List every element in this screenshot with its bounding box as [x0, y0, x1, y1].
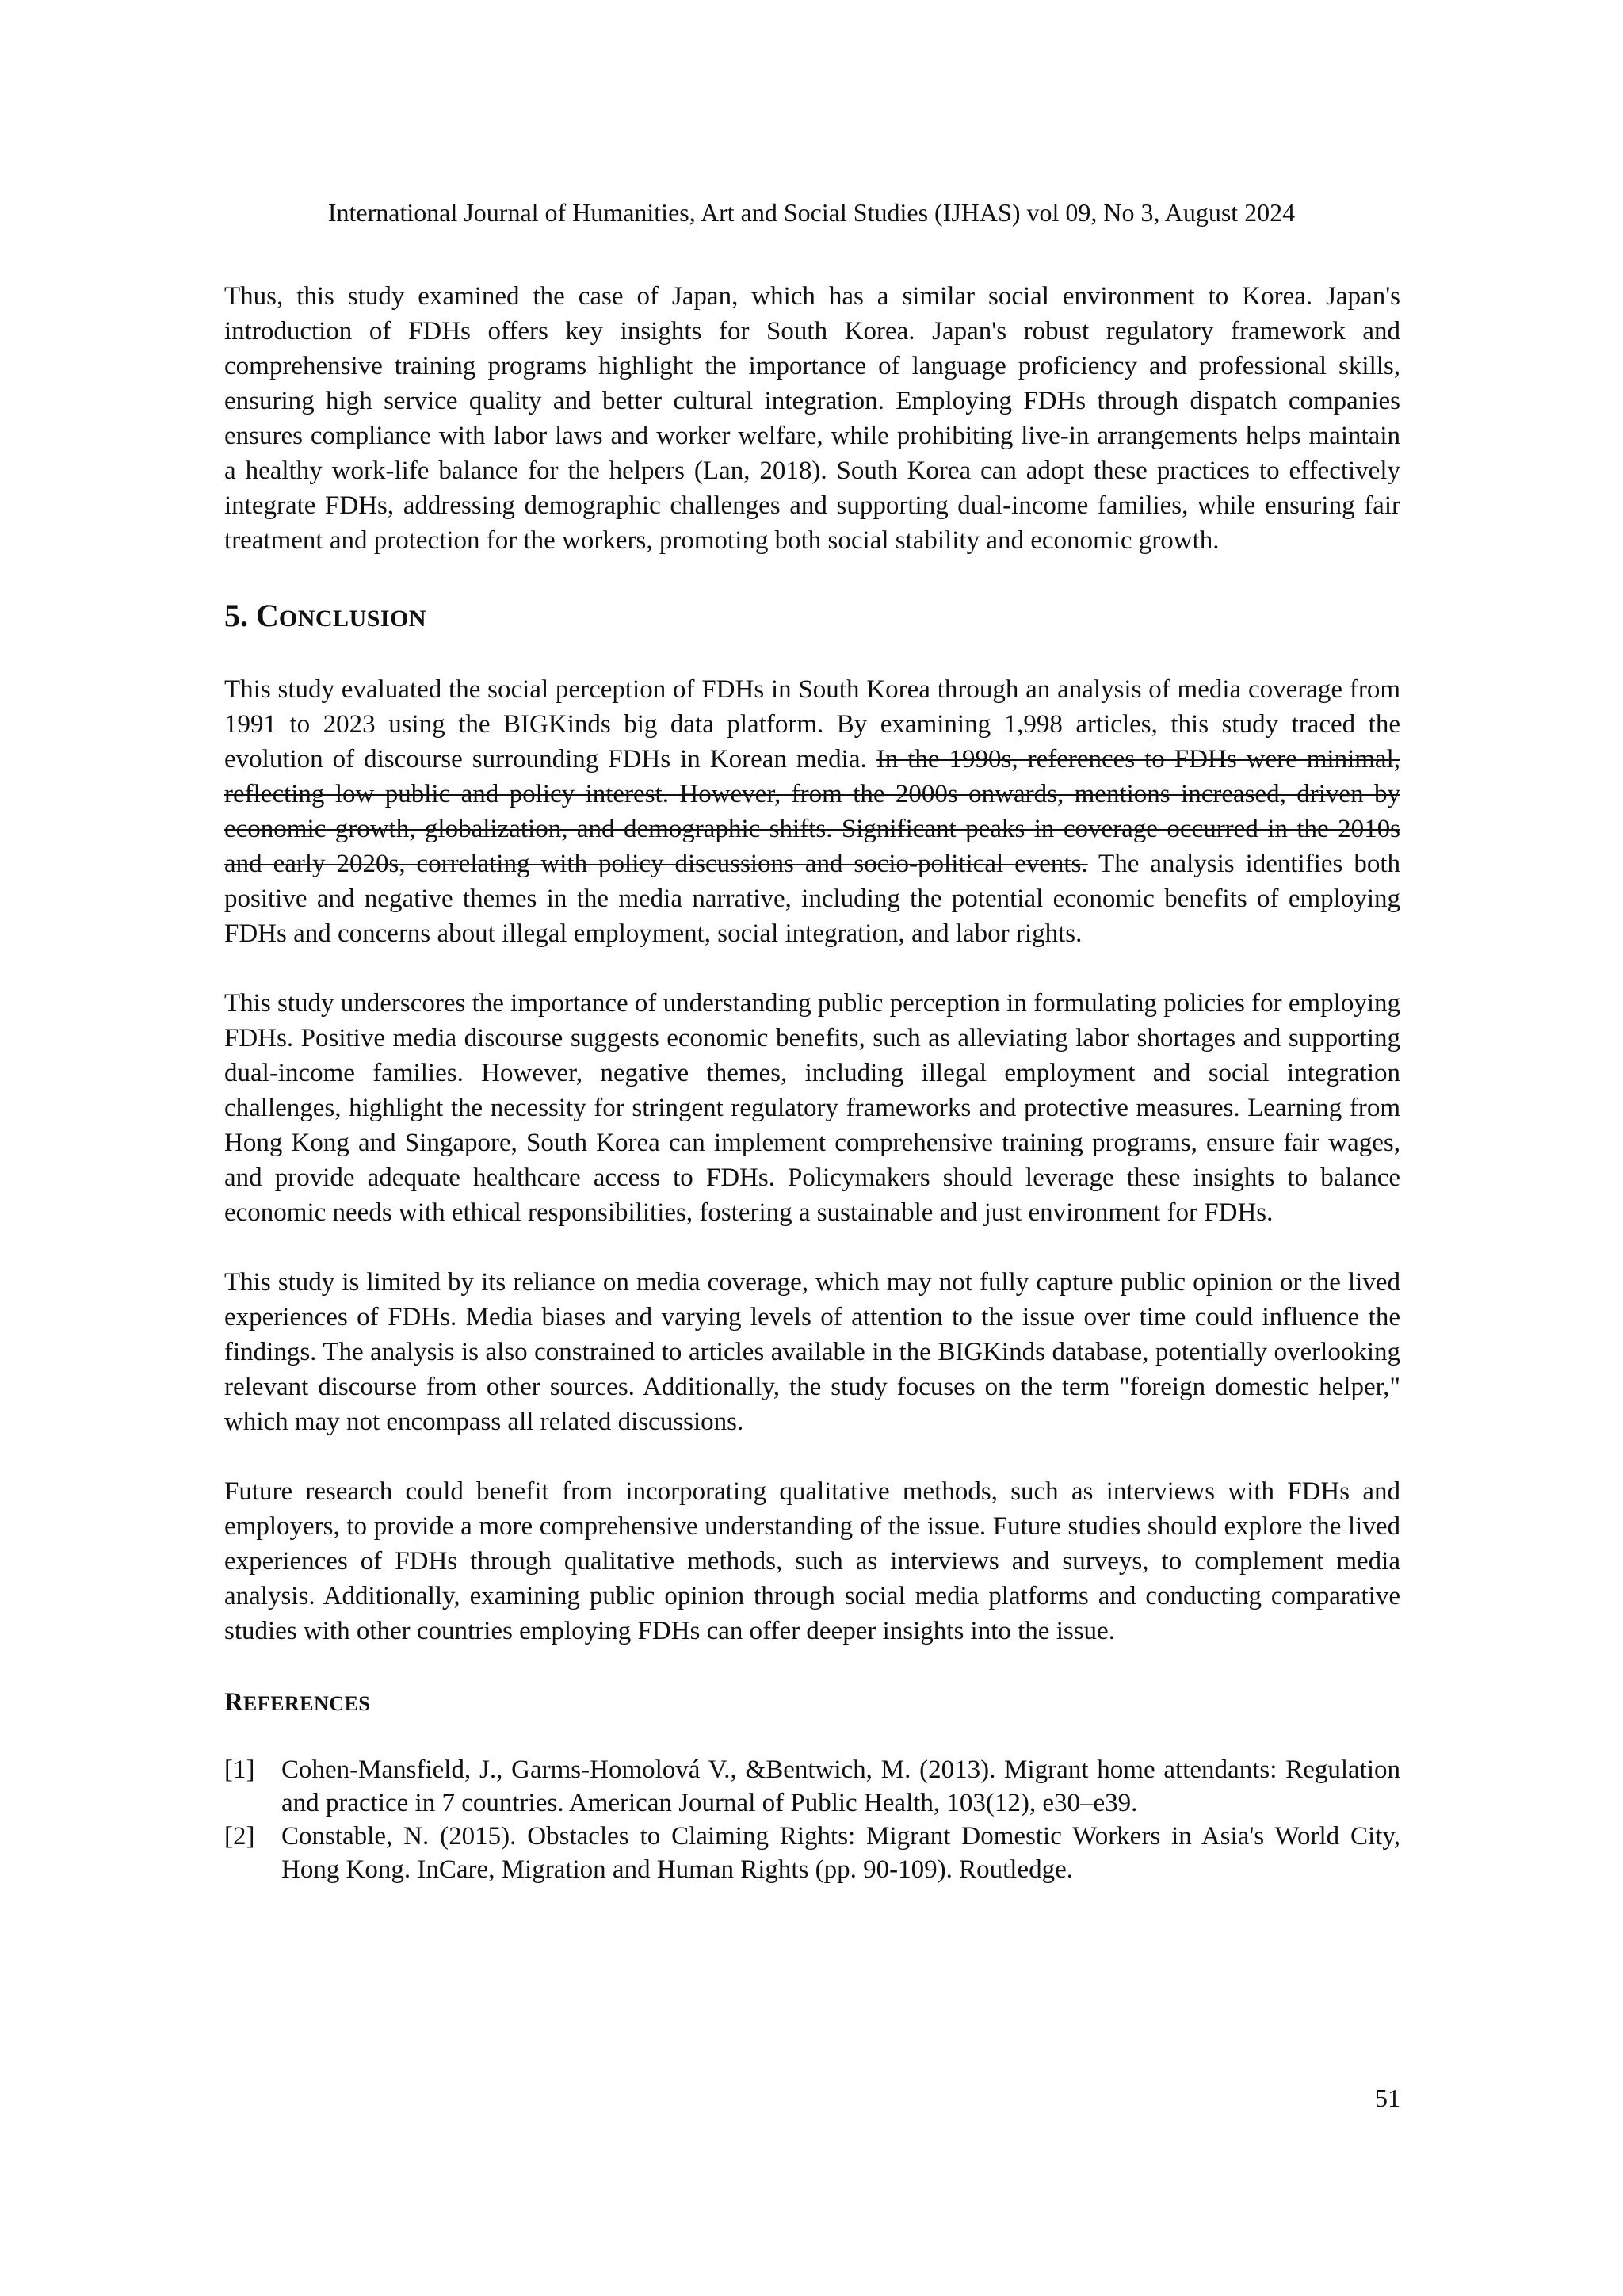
- conclusion-paragraph-3: This study is limited by its reliance on media coverage, which may not fully capture public opinion or the lived experiences of FDHs. Media biases and varying levels of attention to the issue over time could influence the findings. The analysis is also constrained to articles available in the BIGKinds database, potentially overlooking relevant discourse from other sources. Additionally, the study focuses on the term "foreign domestic helper," which may not encompass all related discussions.: [224, 1268, 1400, 1436]
- conclusion-title-rest: ONCLUSION: [278, 606, 427, 632]
- reference-number: [1]: [224, 1755, 255, 1784]
- references-title-initial: R: [224, 1688, 243, 1717]
- reference-item: [224, 1820, 1400, 1886]
- running-header: International Journal of Humanities, Art and Social Studies (IJHAS) vol 09, No 3, August 2024: [327, 198, 1296, 227]
- references-heading: [224, 1685, 1400, 1721]
- conclusion-paragraph-2: This study underscores the importance of understanding public perception in formulating policies for employing FDHs. Positive media discourse suggests economic benefits, such as alleviating labor shortages and supporting dual-income families. However, negative themes, including illegal employment and social integration challenges, highlight the necessity for stringent regulatory frameworks and protective measures. Learning from Hong Kong and Singapore, South Korea can implement comprehensive training programs, ensure fair wages, and provide adequate healthcare access to FDHs. Policymakers should leverage these insights to balance economic needs with ethical responsibilities, fostering a sustainable and just environment for FDHs.: [224, 989, 1400, 1227]
- conclusion-paragraph-1-tail: The analysis identifies both positive and negative themes in the media narrative, including the potential economic benefits of employing FDHs and concerns about illegal employment, social integration, and labor rights.: [224, 850, 1400, 948]
- page-body: [224, 279, 1400, 1886]
- conclusion-section-number: 5.: [224, 598, 248, 633]
- reference-number: [2]: [224, 1822, 255, 1851]
- conclusion-paragraph-1-lead: This study evaluated the social perception of FDHs in South Korea through an analysis of media coverage from 1991 to 2023 using the BIGKinds big data platform. By examining 1,998 articles, this study traced the evolution of discourse surrounding FDHs in Korean media.: [224, 675, 1400, 774]
- reference-item: [224, 1753, 1400, 1820]
- page-number: 51: [1375, 2084, 1400, 2112]
- conclusion-paragraph-1: [224, 672, 1400, 951]
- reference-text: Cohen-Mansfield, J., Garms-Homolová V., &Bentwich, M. (2013). Migrant home attendants: Regulation and practice in 7 countries. American Journal of Public Health, 103(12), e30–e39.: [281, 1755, 1400, 1817]
- references-title-rest: EFERENCES: [242, 1692, 371, 1715]
- conclusion-paragraph-4: Future research could benefit from incorporating qualitative methods, such as interviews with FDHs and employers, to provide a more comprehensive understanding of the issue. Future studies should explore the lived experiences of FDHs through qualitative methods, such as interviews and surveys, to complement media analysis. Additionally, examining public opinion through social media platforms and conducting comparative studies with other countries employing FDHs can offer deeper insights into the issue.: [224, 1477, 1400, 1645]
- conclusion-heading: [224, 596, 1400, 639]
- struck-through-text: In the 1990s, references to FDHs were minimal, reflecting low public and policy interest. However, from the 2000s onwards, mentions increased, driven by economic growth, globalization, and demographic shifts. Significant peaks in coverage occurred in the 2010s and early 2020s, correlating with policy discussions and socio-political events.: [224, 745, 1400, 878]
- reference-list: [224, 1753, 1400, 1886]
- reference-text: Constable, N. (2015). Obstacles to Claiming Rights: Migrant Domestic Workers in Asia's World City, Hong Kong. InCare, Migration and Human Rights (pp. 90-109). Routledge.: [281, 1822, 1400, 1884]
- conclusion-title-initial: C: [256, 598, 279, 633]
- intro-paragraph: Thus, this study examined the case of Japan, which has a similar social environment to Korea. Japan's introduction of FDHs offers key insights for South Korea. Japan's robust regulatory framework and comprehensive training programs highlight the importance of language proficiency and professional skills, ensuring high service quality and better cultural integration. Employing FDHs through dispatch companies ensures compliance with labor laws and worker welfare, while prohibiting live-in arrangements helps maintain a healthy work-life balance for the helpers (Lan, 2018). South Korea can adopt these practices to effectively integrate FDHs, addressing demographic challenges and supporting dual-income families, while ensuring fair treatment and protection for the workers, promoting both social stability and economic growth.: [224, 282, 1400, 555]
